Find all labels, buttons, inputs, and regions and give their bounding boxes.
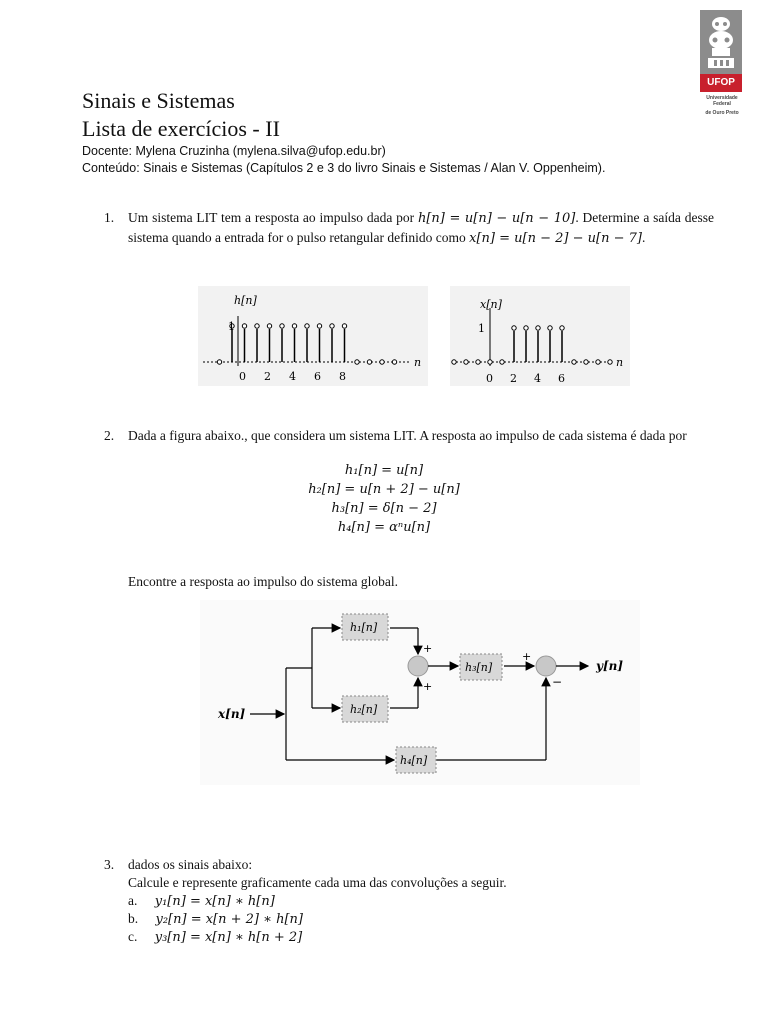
stem-marker	[476, 360, 480, 364]
stem-marker	[488, 360, 492, 364]
stem-marker	[380, 360, 384, 364]
docente-line: Docente: Mylena Cruzinha (mylena.silva@ufop.edu.br)	[82, 144, 386, 158]
x-tick-0: 0	[486, 372, 493, 385]
stem-marker	[292, 324, 296, 328]
stem-marker	[330, 324, 334, 328]
block-h3: h₃[n]	[465, 661, 493, 674]
question-1-text	[128, 208, 714, 248]
stem-marker	[536, 326, 540, 330]
logo-subtitle-2: de Ouro Preto	[705, 110, 739, 116]
x-tick-4: 4	[534, 372, 541, 385]
logo-name: UFOP	[700, 74, 742, 92]
h-tick-4: 4	[289, 370, 296, 383]
question-2	[104, 426, 714, 445]
h-tick-8: 8	[339, 370, 346, 383]
item-eq: y₁[n] = x[n] ∗ h[n]	[154, 894, 275, 909]
q1-text-c: .	[641, 230, 646, 245]
question-3	[104, 855, 714, 874]
item-label: b.	[128, 911, 139, 926]
stem-marker	[572, 360, 576, 364]
q1-text-a: Um sistema LIT tem a resposta ao impulso dada por	[128, 210, 418, 225]
x-one-label: 1	[478, 322, 485, 335]
diagram-input: x[n]	[218, 707, 246, 721]
q1-text-b: . Determine a saída desse sistema quando a entrada for o pulso retangular definido como	[128, 210, 714, 245]
question-2-text: Dada a figura abaixo., que considera um sistema LIT. A resposta ao impulso de cada sistema é dada por	[128, 428, 687, 443]
x-n-label: n	[616, 356, 624, 369]
stem-marker	[255, 324, 259, 328]
diagram-output: y[n]	[596, 659, 624, 673]
h-n-label: n	[414, 356, 422, 369]
q2-ask: Encontre a resposta ao impulso do sistema global.	[128, 574, 398, 589]
stem-marker	[267, 324, 271, 328]
eq-h4: h₄[n] = αⁿu[n]	[337, 520, 431, 535]
stem-marker	[280, 324, 284, 328]
stem-marker	[464, 360, 468, 364]
q1-eq-h: h[n] = u[n] − u[n − 10]	[417, 211, 576, 226]
block-h2: h₂[n]	[350, 703, 378, 716]
stem-marker	[392, 360, 396, 364]
stem-marker	[596, 360, 600, 364]
stem-marker	[342, 324, 346, 328]
sign-plus-2: +	[423, 680, 433, 693]
stem-marker	[500, 360, 504, 364]
sign-plus-1: +	[423, 642, 433, 655]
eq-h3: h₃[n] = δ[n − 2]	[331, 501, 437, 516]
stem-marker	[367, 360, 371, 364]
stem-marker	[355, 360, 359, 364]
h-one-label: 1	[228, 320, 235, 333]
h-tick-0: 0	[239, 370, 246, 383]
h-label: h[n]	[234, 294, 257, 307]
stem-marker	[584, 360, 588, 364]
figure-h-n	[198, 286, 428, 386]
doc-title: Sinais e Sistemas	[82, 88, 235, 113]
stem-marker	[608, 360, 612, 364]
question-number: 1.	[104, 210, 115, 225]
question-3-line1: dados os sinais abaixo:	[128, 857, 253, 872]
stem-marker	[452, 360, 456, 364]
item-eq: y₃[n] = x[n] ∗ h[n + 2]	[154, 930, 303, 945]
logo-emblem	[700, 10, 742, 74]
x-tick-2: 2	[510, 372, 517, 385]
stem-marker	[560, 326, 564, 330]
question-number: 3.	[104, 857, 115, 872]
question-1	[104, 208, 714, 248]
stem-marker	[217, 360, 221, 364]
block-h1: h₁[n]	[350, 621, 378, 634]
item-label: c.	[128, 929, 138, 944]
ufop-logo	[700, 10, 744, 114]
h-tick-6: 6	[314, 370, 321, 383]
stem-marker	[317, 324, 321, 328]
sign-plus-3: +	[522, 650, 532, 663]
conteudo-line: Conteúdo: Sinais e Sistemas (Capítulos 2 e 3 do livro Sinais e Sistemas / Alan V. Oppenheim).	[82, 161, 606, 175]
block-h4: h₄[n]	[400, 754, 428, 767]
q1-eq-x: x[n] = u[n − 2] − u[n − 7]	[469, 231, 642, 246]
stem-marker	[524, 326, 528, 330]
stem-marker	[242, 324, 246, 328]
stem-marker	[305, 324, 309, 328]
logo-subtitle-1: Universidade Federal	[706, 95, 738, 107]
stem-marker	[512, 326, 516, 330]
q3-item-a	[128, 892, 275, 911]
item-label: a.	[128, 893, 138, 908]
h-tick-2: 2	[264, 370, 271, 383]
figure-x-n	[450, 286, 630, 386]
q3-item-c	[128, 928, 302, 947]
q3-item-b	[128, 910, 303, 929]
question-3-line2: Calcule e represente graficamente cada uma das convoluções a seguir.	[128, 875, 507, 890]
eq-h2: h₂[n] = u[n + 2] − u[n]	[308, 482, 460, 497]
x-label: x[n]	[480, 298, 502, 311]
sign-minus: −	[552, 675, 563, 689]
doc-subtitle: Lista de exercícios - II	[82, 116, 280, 141]
block-diagram	[200, 600, 640, 785]
item-eq: y₂[n] = x[n + 2] ∗ h[n]	[155, 912, 303, 927]
eq-h1: h₁[n] = u[n]	[344, 463, 424, 478]
question-number: 2.	[104, 428, 115, 443]
stem-marker	[548, 326, 552, 330]
x-tick-6: 6	[558, 372, 565, 385]
